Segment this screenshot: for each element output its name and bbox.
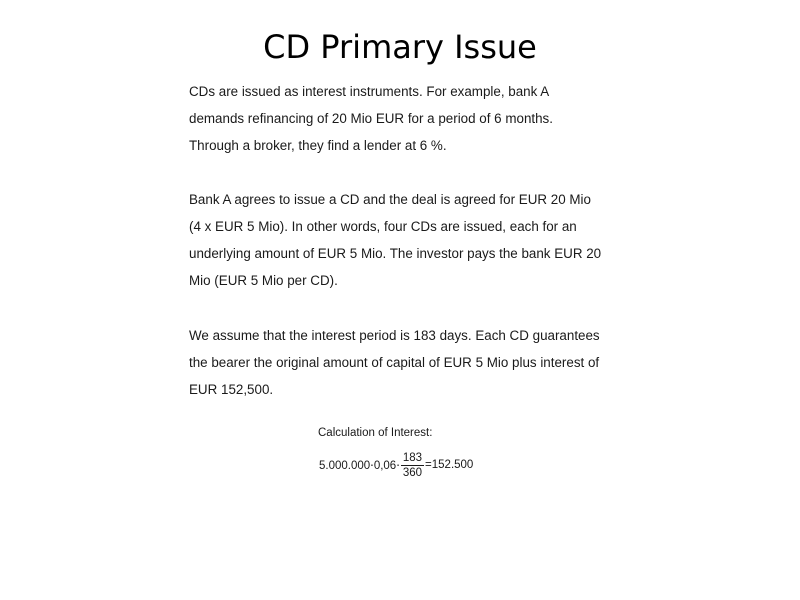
paragraph-line: (4 x EUR 5 Mio). In other words, four CDs are issued, each for an xyxy=(189,219,577,234)
paragraph-line: Bank A agrees to issue a CD and the deal is agreed for EUR 20 Mio xyxy=(189,192,591,207)
paragraph-line: Mio (EUR 5 Mio per CD). xyxy=(189,273,338,288)
slide-title: CD Primary Issue xyxy=(263,28,537,66)
paragraph-line: CDs are issued as interest instruments. For example, bank A xyxy=(189,84,550,99)
paragraph-line: underlying amount of EUR 5 Mio. The investor pays the bank EUR 20 xyxy=(189,246,602,261)
paragraph-line: demands refinancing of 20 Mio EUR for a period of 6 months. xyxy=(189,111,553,126)
calculation-label: Calculation of Interest: xyxy=(318,427,433,439)
formula-rhs: =152.500 xyxy=(425,459,474,471)
fraction-numerator: 183 xyxy=(402,451,423,464)
paragraph-2 xyxy=(189,191,602,299)
formula-lhs: 5.000.000⋅0,06⋅ xyxy=(319,460,400,472)
paragraph-line: the bearer the original amount of capital of EUR 5 Mio plus interest of xyxy=(189,355,600,370)
paragraph-line: EUR 152,500. xyxy=(189,382,274,397)
formula-fraction xyxy=(401,451,424,480)
paragraph-line: Through a broker, they find a lender at 6 %. xyxy=(189,138,447,153)
paragraph-1 xyxy=(189,83,589,164)
interest-formula xyxy=(319,449,473,481)
fraction-denominator: 360 xyxy=(402,466,423,479)
paragraph-3 xyxy=(189,327,600,408)
paragraph-line: We assume that the interest period is 183 days. Each CD guarantees xyxy=(189,328,600,343)
